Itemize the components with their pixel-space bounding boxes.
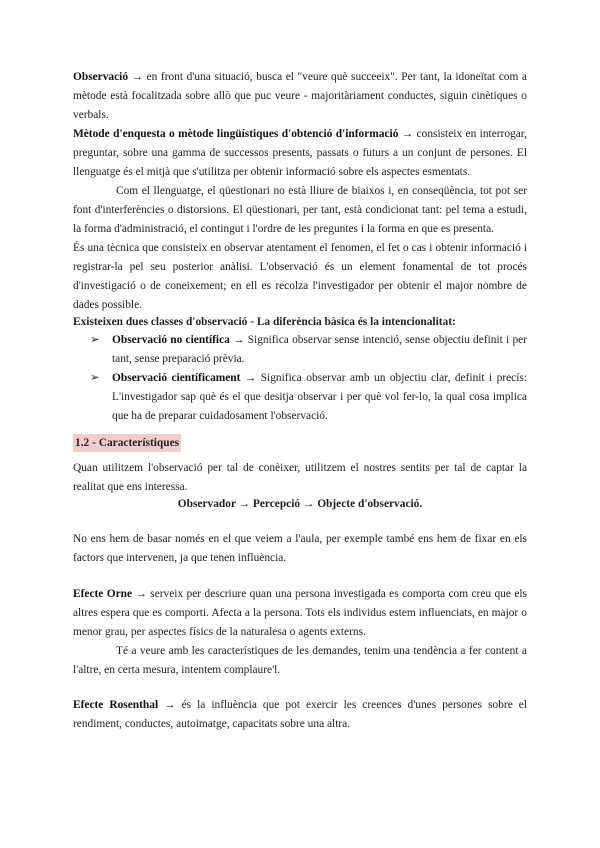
formula: Observador → Percepció → Objecte d'observació. [177, 498, 423, 510]
paragraph-metode-enquesta [73, 125, 527, 182]
paragraph-observacio [73, 68, 527, 125]
arrow-bullet-icon: ➢ [90, 334, 100, 346]
bullet-item [90, 331, 527, 369]
paragraph-text: en front d'una situació, busca el "veure què succeeix". Per tant, la idoneïtat com a mètode està focalitzada sobre allò que puc veure - majoritàriament conductes, siguin cinètiques o verbals. [73, 71, 527, 121]
paragraph-questionari: Com el llenguatge, el qüestionari no està lliure de biaixos i, en conseqüència, tot pot ser font d'interferències o distorsions. El qüestionari, per tant, està condicionat tant: pel tema a estudi, la forma d'administració, el contingut i l'ordre de les preguntes i la forma en que es presenta. [73, 185, 527, 235]
term: Efecte Orne → [73, 588, 147, 600]
paragraph-efecte-rosenthal [73, 696, 527, 734]
paragraph-text: és la influència que pot exercir les creences d'unes persones sobre el rendiment, conductes, autoimatge, capacitats sobre una altra. [73, 699, 528, 730]
bullet-text: Significa observar sense intenció, sense objectiu definit i per tant, sense preparació prèvia. [112, 334, 527, 365]
paragraph-tecnica: És una tècnica que consisteix en observar atentament el fenomen, el fet o cas i obtenir informació i registrar-la pel seu posterior anàlisi. L'observació és un element fonamental de tot procés d'investigació o de coneixement; en ell es recolza l'investigador per obtenir el major nombre de dades possible. [73, 242, 527, 311]
paragraph-efecte-orne [73, 585, 527, 642]
paragraph-te-a-veure: Té a veure amb les característiques de les demandes, tenim una tendència a fer content a l'altre, en certa mesura, intentem complaure'l. [73, 645, 527, 676]
classes-heading: Existeixen dues classes d'observació - La diferència bàsica és la intencionalitat: [73, 316, 456, 328]
paragraph-text: consisteix en interrogar, preguntar, sobre una gamma de successos presents, passats o futurs a un conjunt de persones. El llenguatge és el mitjà que s'utilitza per obtenir informació sobre els aspectes esmentats. [73, 128, 527, 178]
term: Mètode d'enquesta o mètode lingüístiques d'obtenció d'informació → [73, 128, 414, 140]
term: Observació científicament → [112, 372, 257, 384]
bullet-text: Significa observar amb un objectiu clar, definit i precís: L'investigador sap què és el que desitja observar i per què vol fer-lo, la qual cosa implica que ha de preparar cuidadosament l'observació. [112, 372, 527, 422]
section-heading: 1.2 - Característiques [73, 434, 181, 452]
bullet-item [90, 369, 527, 426]
paragraph-no-ens: No ens hem de basar només en el que veiem a l'aula, per exemple també ens hem de fixar en els factors que intervenen, ja que tenen influència. [73, 533, 527, 564]
paragraph-quan: Quan utilitzem l'observació per tal de conèixer, utilitzem el nostres sentits per tal de captar la realitat que ens interessa. [73, 462, 527, 493]
term: Observació → [73, 71, 144, 83]
arrow-bullet-icon: ➢ [90, 372, 100, 384]
term: Efecte Rosenthal → [73, 699, 176, 711]
paragraph-text: serveix per descriure quan una persona investigada es comporta com creu que els altres espera que es comporti. Afecta a la persona. Tots els individus estem influenciats, en major o menor grau, per aspectes físics de la naturalesa o agents externs. [73, 588, 527, 638]
term: Observació no científica → [112, 334, 245, 346]
